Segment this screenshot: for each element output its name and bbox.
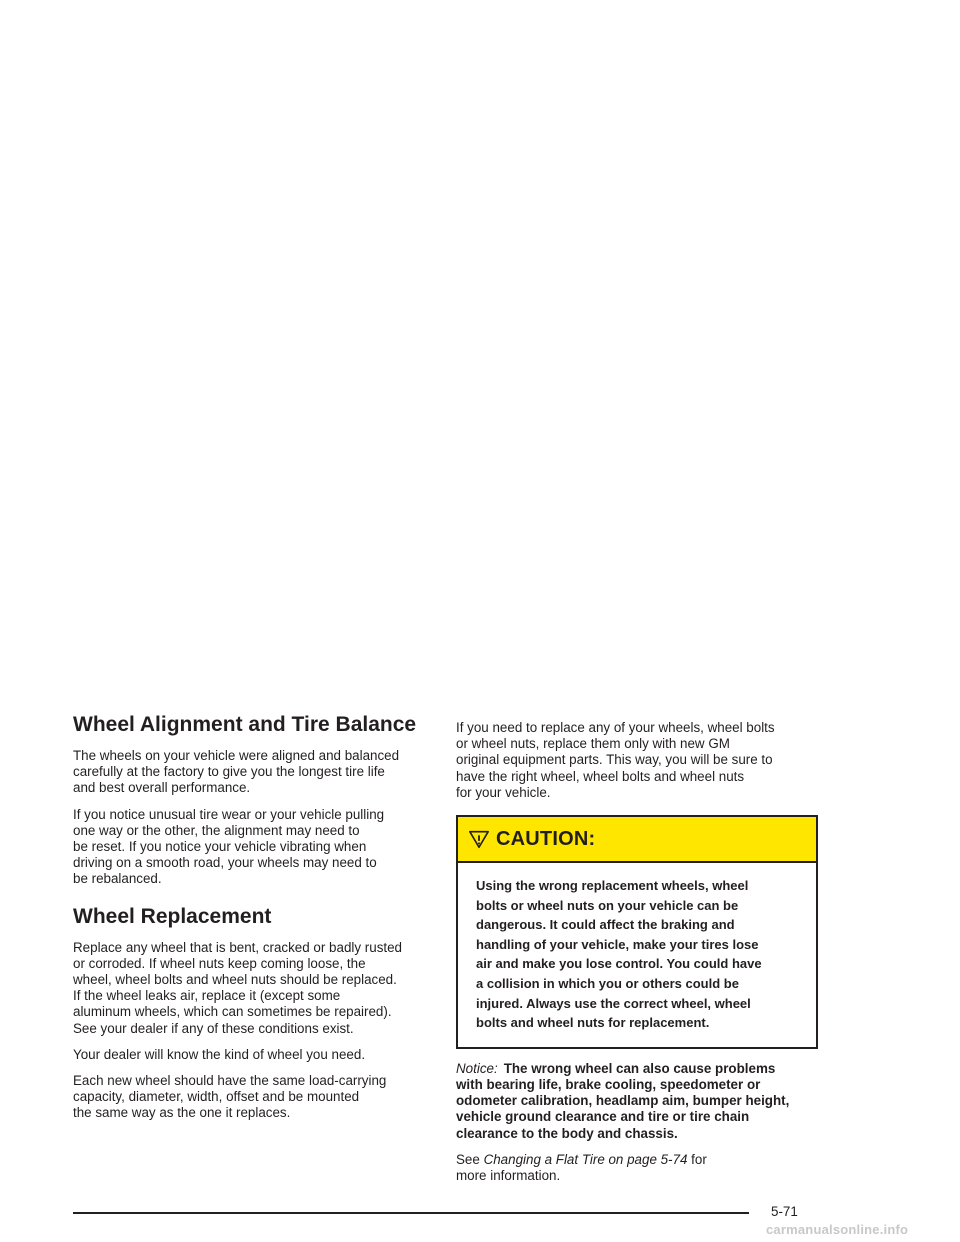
heading-wheel-replacement: Wheel Replacement	[73, 904, 272, 928]
right-column	[456, 720, 818, 1194]
replacement-paragraph-2: Your dealer will know the kind of wheel you need.	[73, 1046, 366, 1062]
notice-label: Notice:	[456, 1060, 498, 1076]
notice-paragraph	[456, 1061, 818, 1142]
see-reference-paragraph	[456, 1152, 818, 1184]
caution-box	[456, 815, 818, 1049]
caution-text: Using the wrong replacement wheels, wheel bolts or wheel nuts on your vehicle can be dangerous. It could affect the braking and handling of your vehicle, make your tires lose air and make you lose control. You could have a collision in which you or others could be injured. Always use the correct wheel, wheel bolts and wheel nuts for replacement.	[476, 878, 762, 1031]
gm-parts-paragraph: If you need to replace any of your wheels, wheel bolts or wheel nuts, replace them only with new GM original equipment parts. This way, you will be sure to have the right wheel, wheel bolts and wheel nuts for your vehicle.	[456, 720, 775, 800]
heading-wheel-alignment: Wheel Alignment and Tire Balance	[73, 713, 417, 736]
see-suffix: for more information.	[456, 1151, 707, 1183]
replacement-paragraph-1: Replace any wheel that is bent, cracked or badly rusted or corroded. If wheel nuts keep coming loose, the wheel, wheel bolts and wheel nuts should be replaced. If the wheel leaks air, replace it (except some aluminum wheels, which can sometimes be repaired). See your dealer if any of these conditions exist.	[73, 939, 402, 1036]
caution-icon	[468, 828, 490, 850]
notice-text: The wrong wheel can also cause problems with bearing life, brake cooling, speedometer or odometer calibration, headlamp aim, bumper height, vehicle ground clearance and tire or tire chain clearance to the body and chassis.	[456, 1060, 790, 1141]
left-column	[73, 712, 435, 1132]
flat-tire-link[interactable]: Changing a Flat Tire on page 5-74	[483, 1151, 688, 1167]
watermark: carmanualsonline.info	[766, 1222, 909, 1237]
replacement-paragraph-3: Each new wheel should have the same load-carrying capacity, diameter, width, offset and be mounted the same way as the one it replaces.	[73, 1073, 387, 1121]
alignment-paragraph-2: If you notice unusual tire wear or your vehicle pulling one way or the other, the alignment may need to be reset. If you notice your vehicle vibrating when driving on a smooth road, your wheels may need to be rebalanced.	[73, 806, 385, 887]
caution-header	[458, 817, 816, 863]
see-prefix: See	[456, 1151, 480, 1167]
page-number: 5-71	[771, 1204, 798, 1219]
footer-rule	[73, 1212, 749, 1214]
alignment-paragraph-1: The wheels on your vehicle were aligned and balanced carefully at the factory to give you the longest tire life and best overall performance.	[73, 748, 400, 796]
caution-title: CAUTION:	[496, 827, 596, 850]
